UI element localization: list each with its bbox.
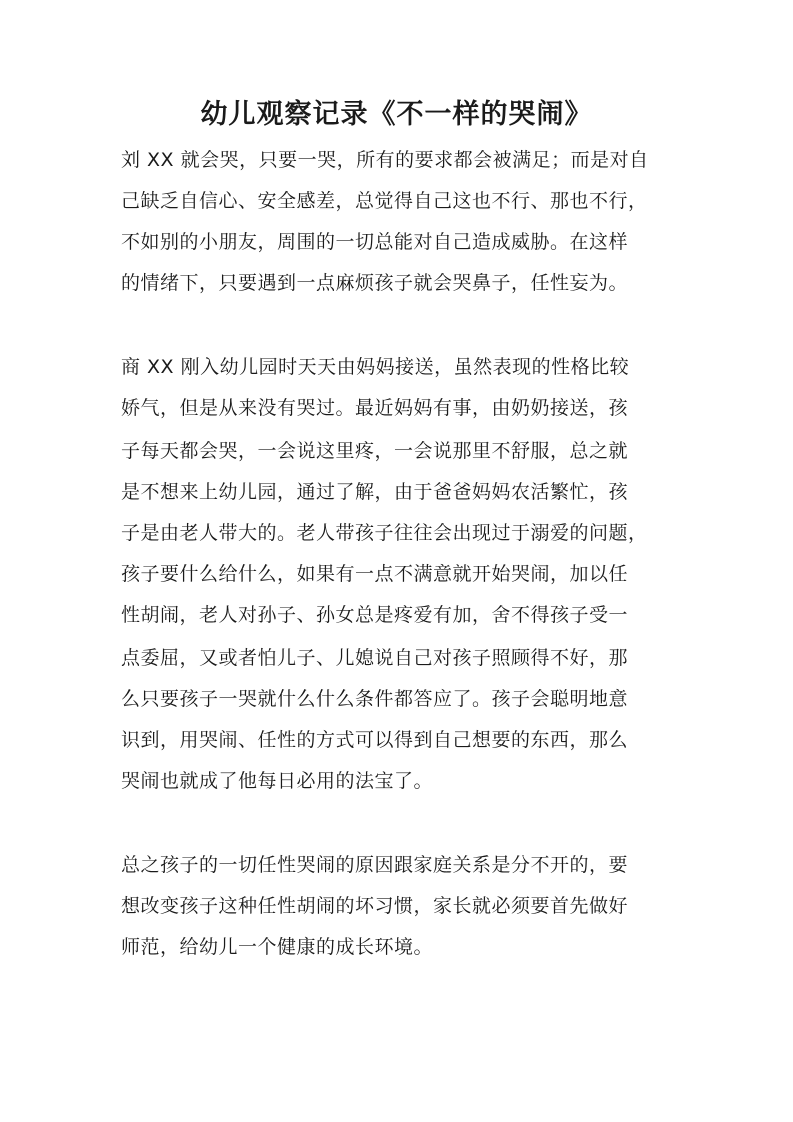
document-title: 幼儿观察记录《不一样的哭闹》 bbox=[200, 99, 593, 130]
paragraph-line: 识到，用哭闹、任性的方式可以得到自己想要的东西，那么 bbox=[121, 729, 629, 751]
paragraph-line: 点委屈，又或者怕儿子、儿媳说自己对孩子照顾得不好，那 bbox=[121, 647, 629, 669]
paragraph-line: 是不想来上幼儿园，通过了解，由于爸爸妈妈农活繁忙，孩 bbox=[121, 481, 629, 503]
paragraph-line: 子是由老人带大的。老人带孩子往往会出现过于溺爱的问题， bbox=[121, 522, 648, 544]
paragraph-line: 刘 XX 就会哭，只要一哭，所有的要求都会被满足；而是对自 bbox=[121, 149, 649, 171]
paragraph-line: 哭闹也就成了他每日必用的法宝了。 bbox=[121, 770, 434, 792]
paragraph-line: 总之孩子的一切任性哭闹的原因跟家庭关系是分不开的，要 bbox=[121, 854, 629, 876]
paragraph-line: 子每天都会哭，一会说这里疼，一会说那里不舒服，总之就 bbox=[121, 440, 629, 462]
paragraph-line: 商 XX 刚入幼儿园时天天由妈妈接送，虽然表现的性格比较 bbox=[121, 356, 630, 378]
paragraph-line: 师范，给幼儿一个健康的成长环境。 bbox=[121, 936, 434, 958]
paragraph-line: 的情绪下，只要遇到一点麻烦孩子就会哭鼻子，任性妄为。 bbox=[121, 272, 629, 294]
paragraph-line: 想改变孩子这种任性胡闹的坏习惯，家长就必须要首先做好 bbox=[121, 895, 629, 917]
paragraph-line: 孩子要什么给什么，如果有一点不满意就开始哭闹，加以任 bbox=[121, 563, 629, 585]
paragraph-line: 不如别的小朋友，周围的一切总能对自己造成威胁。在这样 bbox=[121, 231, 629, 253]
paragraph-line: 性胡闹，老人对孙子、孙女总是疼爱有加，舍不得孩子受一 bbox=[121, 604, 629, 626]
paragraph-line: 娇气，但是从来没有哭过。最近妈妈有事，由奶奶接送，孩 bbox=[121, 397, 629, 419]
paragraph-line: 己缺乏自信心、安全感差，总觉得自己这也不行、那也不行， bbox=[121, 190, 648, 212]
paragraph-line: 么只要孩子一哭就什么什么条件都答应了。孩子会聪明地意 bbox=[121, 688, 629, 710]
